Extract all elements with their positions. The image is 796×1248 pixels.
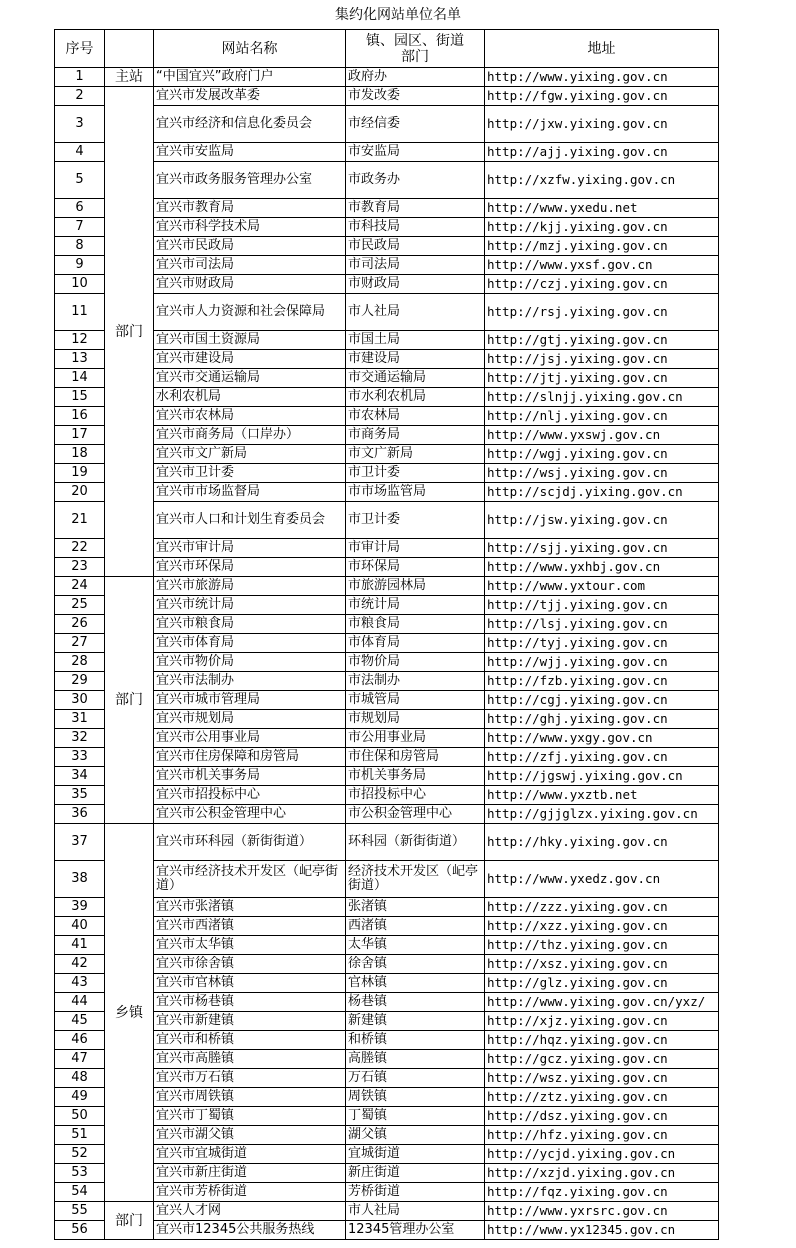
site-name-cell: 宜兴市环保局 [154, 558, 346, 577]
table-row [55, 539, 719, 558]
table-row [55, 1126, 719, 1145]
dept-cell: 市水利农机局 [346, 388, 485, 407]
row-number: 45 [55, 1012, 105, 1031]
row-number: 20 [55, 483, 105, 502]
row-number: 27 [55, 634, 105, 653]
site-name-cell: 宜兴市人力资源和社会保障局 [154, 294, 346, 331]
table-row [55, 974, 719, 993]
table-row [55, 634, 719, 653]
site-name-cell: 宜兴市徐舍镇 [154, 955, 346, 974]
row-number: 48 [55, 1069, 105, 1088]
dept-cell: 市财政局 [346, 275, 485, 294]
header-site-name: 网站名称 [154, 30, 346, 68]
site-name-cell: 宜兴人才网 [154, 1202, 346, 1221]
url-link[interactable]: http://www.yxedz.gov.cn [485, 861, 719, 898]
dept-cell: 市国土局 [346, 331, 485, 350]
table-row [55, 898, 719, 917]
row-number: 33 [55, 748, 105, 767]
url-link[interactable]: http://ztz.yixing.gov.cn [485, 1088, 719, 1107]
table-row [55, 1050, 719, 1069]
dept-cell: 市旅游园林局 [346, 577, 485, 596]
dept-cell: 市民政局 [346, 237, 485, 256]
url-link[interactable]: http://wgj.yixing.gov.cn [485, 445, 719, 464]
row-number: 11 [55, 294, 105, 331]
row-number: 35 [55, 786, 105, 805]
row-number: 39 [55, 898, 105, 917]
site-name-cell: 宜兴市法制办 [154, 672, 346, 691]
url-link[interactable]: http://www.yxtour.com [485, 577, 719, 596]
site-name-cell: 宜兴市城市管理局 [154, 691, 346, 710]
site-name-cell: 宜兴市张渚镇 [154, 898, 346, 917]
header-dept-line2: 部门 [401, 48, 429, 65]
header-dept-line1: 镇、园区、街道 [366, 32, 464, 49]
dept-cell: 张渚镇 [346, 898, 485, 917]
url-link[interactable]: http://xzfw.yixing.gov.cn [485, 162, 719, 199]
url-link[interactable]: http://hky.yixing.gov.cn [485, 824, 719, 861]
dept-cell: 宜城街道 [346, 1145, 485, 1164]
table-row [55, 426, 719, 445]
table-row [55, 1107, 719, 1126]
row-number: 30 [55, 691, 105, 710]
url-link[interactable]: http://jsw.yixing.gov.cn [485, 502, 719, 539]
table-row [55, 993, 719, 1012]
url-link[interactable]: http://www.yxgy.gov.cn [485, 729, 719, 748]
url-link[interactable]: http://kjj.yixing.gov.cn [485, 218, 719, 237]
table-row [55, 653, 719, 672]
site-name-cell: 宜兴市宜城街道 [154, 1145, 346, 1164]
row-number: 24 [55, 577, 105, 596]
site-name-cell: 宜兴市国土资源局 [154, 331, 346, 350]
site-name-cell: 宜兴市经济技术开发区（屺亭街道） [154, 861, 346, 898]
site-name-cell: 宜兴市审计局 [154, 539, 346, 558]
table-row [55, 1069, 719, 1088]
dept-cell: 市卫计委 [346, 502, 485, 539]
site-name-cell: 宜兴市发展改革委 [154, 87, 346, 106]
table-row [55, 577, 719, 596]
site-name-cell: 宜兴市杨巷镇 [154, 993, 346, 1012]
row-number: 46 [55, 1031, 105, 1050]
url-link[interactable]: http://tyj.yixing.gov.cn [485, 634, 719, 653]
table-row [55, 502, 719, 539]
header-seq: 序号 [55, 30, 105, 68]
url-link[interactable]: http://zfj.yixing.gov.cn [485, 748, 719, 767]
row-number: 31 [55, 710, 105, 729]
dept-cell: 市发改委 [346, 87, 485, 106]
row-number: 16 [55, 407, 105, 426]
row-number: 1 [55, 68, 105, 87]
site-name-cell: 宜兴市住房保障和房管局 [154, 748, 346, 767]
table-row [55, 1164, 719, 1183]
row-number: 49 [55, 1088, 105, 1107]
table-row [55, 729, 719, 748]
site-name-cell: “中国宜兴”政府门户 [154, 68, 346, 87]
table-row [55, 1221, 719, 1240]
url-link[interactable]: http://fgw.yixing.gov.cn [485, 87, 719, 106]
url-link[interactable]: http://thz.yixing.gov.cn [485, 936, 719, 955]
dept-cell: 和桥镇 [346, 1031, 485, 1050]
dept-cell: 市机关事务局 [346, 767, 485, 786]
row-number: 34 [55, 767, 105, 786]
site-name-cell: 宜兴市公积金管理中心 [154, 805, 346, 824]
website-list-table [54, 29, 719, 1240]
url-link[interactable]: http://xzz.yixing.gov.cn [485, 917, 719, 936]
table-row [55, 672, 719, 691]
url-link[interactable]: http://zzz.yixing.gov.cn [485, 898, 719, 917]
row-number: 15 [55, 388, 105, 407]
header-url: 地址 [485, 30, 719, 68]
table-row [55, 68, 719, 87]
row-number: 29 [55, 672, 105, 691]
table-row [55, 407, 719, 426]
dept-cell: 徐舍镇 [346, 955, 485, 974]
url-link[interactable]: http://jsj.yixing.gov.cn [485, 350, 719, 369]
dept-cell: 丁蜀镇 [346, 1107, 485, 1126]
url-link[interactable]: http://lsj.yixing.gov.cn [485, 615, 719, 634]
table-row [55, 275, 719, 294]
url-link[interactable]: http://www.yx12345.gov.cn [485, 1221, 719, 1240]
url-link[interactable]: http://jgswj.yixing.gov.cn [485, 767, 719, 786]
site-name-cell: 宜兴市经济和信息化委员会 [154, 106, 346, 143]
url-link[interactable]: http://wsz.yixing.gov.cn [485, 1069, 719, 1088]
row-number: 40 [55, 917, 105, 936]
table-row [55, 218, 719, 237]
dept-cell: 西渚镇 [346, 917, 485, 936]
row-number: 5 [55, 162, 105, 199]
row-number: 38 [55, 861, 105, 898]
row-number: 32 [55, 729, 105, 748]
row-number: 9 [55, 256, 105, 275]
row-number: 56 [55, 1221, 105, 1240]
table-row [55, 558, 719, 577]
site-name-cell: 宜兴市体育局 [154, 634, 346, 653]
url-link[interactable]: http://glz.yixing.gov.cn [485, 974, 719, 993]
dept-cell: 市卫计委 [346, 464, 485, 483]
table-row [55, 483, 719, 502]
dept-cell: 12345管理办公室 [346, 1221, 485, 1240]
row-number: 55 [55, 1202, 105, 1221]
row-number: 8 [55, 237, 105, 256]
site-name-cell: 宜兴市市场监督局 [154, 483, 346, 502]
dept-cell: 万石镇 [346, 1069, 485, 1088]
dept-cell: 市人社局 [346, 294, 485, 331]
table-row [55, 861, 719, 898]
dept-cell: 周铁镇 [346, 1088, 485, 1107]
table-row [55, 786, 719, 805]
url-link[interactable]: http://cgj.yixing.gov.cn [485, 691, 719, 710]
dept-cell: 市住保和房管局 [346, 748, 485, 767]
table-row [55, 162, 719, 199]
table-row [55, 691, 719, 710]
dept-cell: 市粮食局 [346, 615, 485, 634]
dept-cell: 市司法局 [346, 256, 485, 275]
site-name-cell: 宜兴市万石镇 [154, 1069, 346, 1088]
site-name-cell: 宜兴市12345公共服务热线 [154, 1221, 346, 1240]
site-name-cell: 宜兴市新建镇 [154, 1012, 346, 1031]
table-row [55, 748, 719, 767]
table-row [55, 445, 719, 464]
row-number: 26 [55, 615, 105, 634]
table-row [55, 917, 719, 936]
table-row [55, 1012, 719, 1031]
site-name-cell: 宜兴市农林局 [154, 407, 346, 426]
table-row [55, 294, 719, 331]
url-link[interactable]: http://ajj.yixing.gov.cn [485, 143, 719, 162]
dept-cell: 市审计局 [346, 539, 485, 558]
table-row [55, 143, 719, 162]
site-name-cell: 宜兴市丁蜀镇 [154, 1107, 346, 1126]
category-cell: 乡镇 [105, 824, 154, 1202]
category-cell: 部门 [105, 87, 154, 577]
row-number: 6 [55, 199, 105, 218]
table-row [55, 331, 719, 350]
row-number: 2 [55, 87, 105, 106]
dept-cell: 市商务局 [346, 426, 485, 445]
dept-cell: 政府办 [346, 68, 485, 87]
row-number: 14 [55, 369, 105, 388]
site-name-cell: 宜兴市安监局 [154, 143, 346, 162]
dept-cell: 市交通运输局 [346, 369, 485, 388]
url-link[interactable]: http://slnjj.yixing.gov.cn [485, 388, 719, 407]
table-row [55, 256, 719, 275]
url-link[interactable]: http://fqz.yixing.gov.cn [485, 1183, 719, 1202]
url-link[interactable]: http://www.yxrsrc.gov.cn [485, 1202, 719, 1221]
site-name-cell: 宜兴市环科园（新街街道） [154, 824, 346, 861]
url-link[interactable]: http://fzb.yixing.gov.cn [485, 672, 719, 691]
site-name-cell: 宜兴市新庄街道 [154, 1164, 346, 1183]
dept-cell: 市公用事业局 [346, 729, 485, 748]
table-header-row [55, 30, 719, 68]
dept-cell: 市文广新局 [346, 445, 485, 464]
url-link[interactable]: http://www.yixing.gov.cn [485, 68, 719, 87]
url-link[interactable]: http://scjdj.yixing.gov.cn [485, 483, 719, 502]
header-dept [346, 30, 485, 68]
row-number: 52 [55, 1145, 105, 1164]
url-link[interactable]: http://hqz.yixing.gov.cn [485, 1031, 719, 1050]
dept-cell: 市公积金管理中心 [346, 805, 485, 824]
header-category [105, 30, 154, 68]
row-number: 50 [55, 1107, 105, 1126]
table-row [55, 955, 719, 974]
site-name-cell: 宜兴市湖父镇 [154, 1126, 346, 1145]
url-link[interactable]: http://jxw.yixing.gov.cn [485, 106, 719, 143]
table-row [55, 369, 719, 388]
dept-cell: 市经信委 [346, 106, 485, 143]
table-row [55, 615, 719, 634]
table-body [55, 68, 719, 1240]
site-name-cell: 宜兴市交通运输局 [154, 369, 346, 388]
dept-cell: 市市场监管局 [346, 483, 485, 502]
site-name-cell: 宜兴市规划局 [154, 710, 346, 729]
site-name-cell: 宜兴市商务局（口岸办） [154, 426, 346, 445]
row-number: 7 [55, 218, 105, 237]
url-link[interactable]: http://gjjglzx.yixing.gov.cn [485, 805, 719, 824]
dept-cell: 高塍镇 [346, 1050, 485, 1069]
row-number: 23 [55, 558, 105, 577]
site-name-cell: 宜兴市官林镇 [154, 974, 346, 993]
table-row [55, 596, 719, 615]
site-name-cell: 宜兴市卫计委 [154, 464, 346, 483]
url-link[interactable]: http://ghj.yixing.gov.cn [485, 710, 719, 729]
site-name-cell: 宜兴市民政局 [154, 237, 346, 256]
row-number: 18 [55, 445, 105, 464]
dept-cell: 市建设局 [346, 350, 485, 369]
site-name-cell: 宜兴市公用事业局 [154, 729, 346, 748]
site-name-cell: 宜兴市文广新局 [154, 445, 346, 464]
site-name-cell: 宜兴市统计局 [154, 596, 346, 615]
url-link[interactable]: http://mzj.yixing.gov.cn [485, 237, 719, 256]
row-number: 3 [55, 106, 105, 143]
table-row [55, 1088, 719, 1107]
dept-cell: 市物价局 [346, 653, 485, 672]
dept-cell: 杨巷镇 [346, 993, 485, 1012]
row-number: 41 [55, 936, 105, 955]
url-link[interactable]: http://www.yxswj.gov.cn [485, 426, 719, 445]
row-number: 43 [55, 974, 105, 993]
url-link[interactable]: http://www.yixing.gov.cn/yxz/ [485, 993, 719, 1012]
row-number: 13 [55, 350, 105, 369]
table-row [55, 805, 719, 824]
url-link[interactable]: http://www.yxsf.gov.cn [485, 256, 719, 275]
table-row [55, 1031, 719, 1050]
dept-cell: 经济技术开发区（屺亭街道） [346, 861, 485, 898]
site-name-cell: 宜兴市太华镇 [154, 936, 346, 955]
dept-cell: 太华镇 [346, 936, 485, 955]
site-name-cell: 宜兴市机关事务局 [154, 767, 346, 786]
url-link[interactable]: http://xjz.yixing.gov.cn [485, 1012, 719, 1031]
row-number: 37 [55, 824, 105, 861]
dept-cell: 市农林局 [346, 407, 485, 426]
site-name-cell: 宜兴市司法局 [154, 256, 346, 275]
url-link[interactable]: http://dsz.yixing.gov.cn [485, 1107, 719, 1126]
table-row [55, 199, 719, 218]
site-name-cell: 宜兴市财政局 [154, 275, 346, 294]
dept-cell: 官林镇 [346, 974, 485, 993]
table-row [55, 350, 719, 369]
dept-cell: 市法制办 [346, 672, 485, 691]
url-link[interactable]: http://wsj.yixing.gov.cn [485, 464, 719, 483]
url-link[interactable]: http://www.yxedu.net [485, 199, 719, 218]
site-name-cell: 宜兴市人口和计划生育委员会 [154, 502, 346, 539]
site-name-cell: 宜兴市高塍镇 [154, 1050, 346, 1069]
site-name-cell: 宜兴市粮食局 [154, 615, 346, 634]
row-number: 44 [55, 993, 105, 1012]
row-number: 36 [55, 805, 105, 824]
category-cell: 部门 [105, 577, 154, 824]
site-name-cell: 宜兴市芳桥街道 [154, 1183, 346, 1202]
url-link[interactable]: http://jtj.yixing.gov.cn [485, 369, 719, 388]
dept-cell: 市政务办 [346, 162, 485, 199]
dept-cell: 市城管局 [346, 691, 485, 710]
site-name-cell: 宜兴市政务服务管理办公室 [154, 162, 346, 199]
url-link[interactable]: http://wjj.yixing.gov.cn [485, 653, 719, 672]
row-number: 28 [55, 653, 105, 672]
site-name-cell: 宜兴市周铁镇 [154, 1088, 346, 1107]
site-name-cell: 水利农机局 [154, 388, 346, 407]
table-row [55, 464, 719, 483]
url-link[interactable]: http://hfz.yixing.gov.cn [485, 1126, 719, 1145]
table-row [55, 936, 719, 955]
row-number: 42 [55, 955, 105, 974]
row-number: 25 [55, 596, 105, 615]
table-row [55, 1183, 719, 1202]
url-link[interactable]: http://tjj.yixing.gov.cn [485, 596, 719, 615]
table-row [55, 767, 719, 786]
row-number: 12 [55, 331, 105, 350]
dept-cell: 湖父镇 [346, 1126, 485, 1145]
table-row [55, 388, 719, 407]
dept-cell: 环科园（新街街道） [346, 824, 485, 861]
site-name-cell: 宜兴市和桥镇 [154, 1031, 346, 1050]
category-cell: 主站 [105, 68, 154, 87]
site-name-cell: 宜兴市教育局 [154, 199, 346, 218]
url-link[interactable]: http://www.yxhbj.gov.cn [485, 558, 719, 577]
url-link[interactable]: http://gtj.yixing.gov.cn [485, 331, 719, 350]
dept-cell: 市教育局 [346, 199, 485, 218]
row-number: 54 [55, 1183, 105, 1202]
row-number: 4 [55, 143, 105, 162]
dept-cell: 市统计局 [346, 596, 485, 615]
url-link[interactable]: http://nlj.yixing.gov.cn [485, 407, 719, 426]
url-link[interactable]: http://czj.yixing.gov.cn [485, 275, 719, 294]
url-link[interactable]: http://rsj.yixing.gov.cn [485, 294, 719, 331]
row-number: 47 [55, 1050, 105, 1069]
dept-cell: 新建镇 [346, 1012, 485, 1031]
table-row [55, 237, 719, 256]
dept-cell: 市环保局 [346, 558, 485, 577]
url-link[interactable]: http://ycjd.yixing.gov.cn [485, 1145, 719, 1164]
url-link[interactable]: http://sjj.yixing.gov.cn [485, 539, 719, 558]
site-name-cell: 宜兴市科学技术局 [154, 218, 346, 237]
dept-cell: 市安监局 [346, 143, 485, 162]
table-row [55, 106, 719, 143]
dept-cell: 市科技局 [346, 218, 485, 237]
url-link[interactable]: http://xzjd.yixing.gov.cn [485, 1164, 719, 1183]
table-row [55, 1202, 719, 1221]
table-row [55, 824, 719, 861]
dept-cell: 市招投标中心 [346, 786, 485, 805]
site-name-cell: 宜兴市建设局 [154, 350, 346, 369]
url-link[interactable]: http://gcz.yixing.gov.cn [485, 1050, 719, 1069]
row-number: 22 [55, 539, 105, 558]
dept-cell: 芳桥街道 [346, 1183, 485, 1202]
row-number: 19 [55, 464, 105, 483]
row-number: 53 [55, 1164, 105, 1183]
table-row [55, 710, 719, 729]
url-link[interactable]: http://xsz.yixing.gov.cn [485, 955, 719, 974]
dept-cell: 市体育局 [346, 634, 485, 653]
row-number: 10 [55, 275, 105, 294]
document-title: 集约化网站单位名单 [335, 7, 461, 23]
site-name-cell: 宜兴市招投标中心 [154, 786, 346, 805]
dept-cell: 市人社局 [346, 1202, 485, 1221]
table-row [55, 87, 719, 106]
dept-cell: 市规划局 [346, 710, 485, 729]
table-row [55, 1145, 719, 1164]
row-number: 51 [55, 1126, 105, 1145]
row-number: 17 [55, 426, 105, 445]
url-link[interactable]: http://www.yxztb.net [485, 786, 719, 805]
dept-cell: 新庄街道 [346, 1164, 485, 1183]
site-name-cell: 宜兴市旅游局 [154, 577, 346, 596]
category-cell: 部门 [105, 1202, 154, 1240]
row-number: 21 [55, 502, 105, 539]
site-name-cell: 宜兴市西渚镇 [154, 917, 346, 936]
site-name-cell: 宜兴市物价局 [154, 653, 346, 672]
